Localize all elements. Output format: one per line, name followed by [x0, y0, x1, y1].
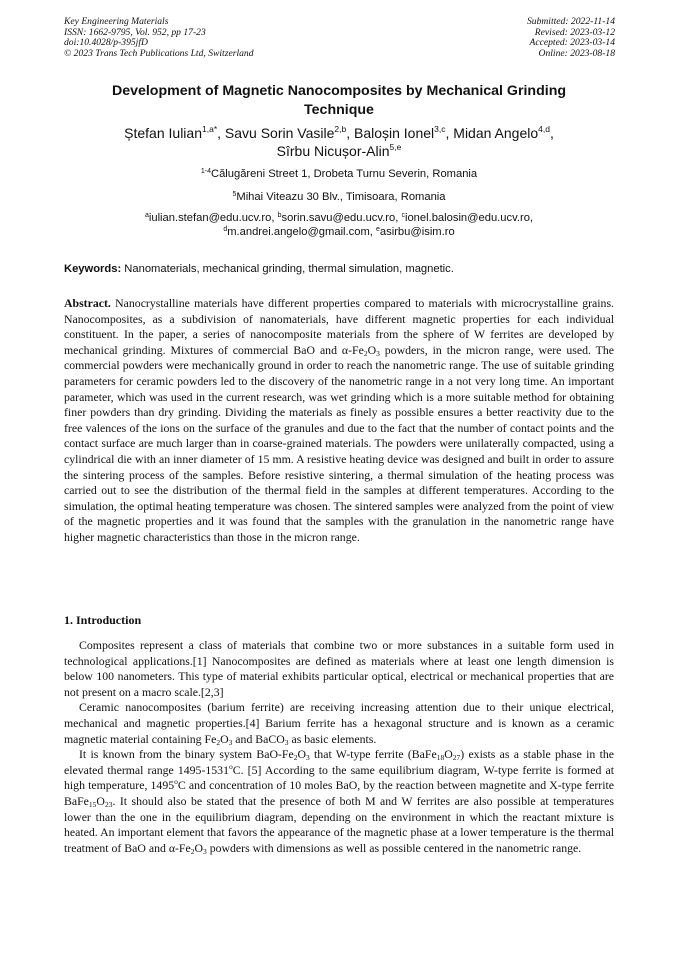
paragraph-text: and BaCO: [232, 731, 285, 746]
subscript: 15: [88, 799, 97, 809]
subscript: 3: [228, 737, 233, 747]
subscript: 3: [306, 753, 310, 763]
affiliation-2: [64, 190, 614, 204]
email-line-1: [64, 211, 614, 225]
author-line-2: [64, 142, 614, 160]
email-link[interactable]: m.andrei.angelo@gmail.com,: [227, 226, 376, 238]
title-line-2: Technique: [304, 101, 374, 118]
affiliation-text: Călugăreni Street 1, Drobeta Turnu Severin, Romania: [210, 168, 478, 180]
author-separator: ,: [346, 125, 354, 141]
abstract-text: powders, in the micron range, were used. The commercial powders were mechanically ground in order to reach the nanometric range. The use of suitable grinding parameters for ceramic powders led to the discovery of the nanometric range in a not very long time. An important parameter, which was used in the current research, was wet grinding which is a more suitable method for obtaining finer powders than dry grinding. Dividing the materials as finely as possible ensures a better reactivity due to the free valences of the ions on the surface of the granules and due to the fact that the number of contact points and the contact surface are much larger than in coarse-grained materials. The powders were unilaterally compacted, using a cylindrical die with an inner diameter of 15 mm. A resistive heating device was designed and built in order to assure the sintering process of the samples. Before resistive sintering, a thermal simulation of the heating process was carried out to see the distribution of the thermal field in the samples at different temperatures. According to the simulation, the optimal heating temperature was chosen. The sintered samples were analyzed from the point of view of the magnetic properties and it was found that the samples with the granulation in the nanometric range have higher magnetic characteristics than those in the micron range.: [64, 342, 614, 544]
email-sup: b: [277, 212, 282, 219]
journal-info: [64, 17, 254, 59]
paragraph-text: O: [96, 793, 105, 808]
paragraph-text: Ceramic nanocomposites (barium ferrite) are receiving increasing attention due to their unique electrical, mechanical and magnetic properties.[4] Barium ferrite has a hexagonal structure and is known as a ceramic magnetic material containing Fe: [64, 700, 614, 746]
email-line-2: [64, 225, 614, 239]
paragraph-text: O: [297, 747, 306, 762]
author-sup: 3,c: [434, 124, 446, 134]
date-submitted: Submitted: 2022-11-14: [526, 16, 615, 27]
intro-paragraph-1: [64, 638, 614, 700]
affiliation-1: [64, 167, 614, 181]
intro-paragraph-2: [64, 700, 614, 747]
author-sup: 1,a*: [202, 124, 218, 134]
paragraph-text: . It should also be stated that the presence of both M and W ferrites are also possible at temperatures lower than the one in the equilibrium diagram, depending on the environment in which the reactant mixture is heated. An important element that favors the appearance of the magnetic phase at a lower temperature is the thermal treatment of BaO and α-Fe: [64, 793, 614, 855]
abstract-text: O: [367, 342, 377, 357]
paragraph-text: that W-type ferrite (BaFe: [309, 747, 437, 762]
superscript: o: [228, 761, 233, 771]
paragraph-text: O: [444, 747, 453, 762]
keywords: [64, 262, 614, 276]
date-accepted: Accepted: 2023-03-14: [529, 37, 615, 49]
subscript: 3: [203, 846, 207, 856]
author-name: Midan Angelo: [453, 125, 539, 141]
subscript: 2: [363, 348, 368, 358]
keywords-label: Keywords:: [64, 263, 122, 275]
email-list: [64, 211, 614, 239]
title-line-1: Development of Magnetic Nanocomposites by Mechanical Grinding: [111, 83, 567, 99]
paragraph-text: C. [5] According to the same equilibrium diagram, W-type ferrite is formed at high temperature, 1495: [64, 762, 614, 793]
abstract-label: Abstract.: [64, 296, 111, 310]
paragraph-text: ) exists as a stable phase in the elevated thermal range 1495-1531: [64, 747, 614, 777]
paragraph-text: powders with dimensions as well as possible centered in the nanometric range.: [206, 840, 582, 855]
email-link[interactable]: asirbu@isim.ro: [379, 226, 455, 238]
subscript: 2: [190, 846, 195, 856]
abstract: [64, 296, 614, 546]
affiliation-text: Mihai Viteazu 30 Blv., Timisoara, Romania: [236, 191, 446, 203]
paragraph-text: O: [194, 840, 204, 855]
paragraph-text: C and concentration of 10 moles BaO, by the reaction between magnetite and X-type ferrite BaFe: [64, 778, 614, 808]
abstract-text: Nanocrystalline materials have different properties compared to materials with microcrystalline grains. Nanocomposites, as a subdivision of nanomaterials, have different magnetic properties for each individual constituent. In the paper, a series of nanocomposite materials from the sphere of W ferrites are developed by mechanical grinding. Mixtures of commercial BaO and α-Fe: [64, 296, 614, 357]
email-link[interactable]: iulian.stefan@edu.ucv.ro,: [148, 212, 278, 224]
email-link[interactable]: ionel.balosin@edu.ucv.ro,: [404, 212, 534, 224]
section-heading: 1. Introduction: [64, 613, 142, 627]
author-name: Sîrbu Nicușor-Alin: [276, 143, 390, 159]
introduction-body: [64, 638, 614, 856]
date-revised: Revised: 2023-03-12: [534, 26, 615, 38]
email-sup: a: [144, 212, 149, 219]
paragraph-text: as basic elements.: [288, 731, 377, 746]
author-name: Savu Sorin Vasile: [224, 125, 335, 141]
paragraph-text: Composites represent a class of materials that combine two or more substances in a suitable form used in technological applications.[1] Nanocomposites are defined as materials where at least one length dimension is below 100 nanometers. This type of material exhibits particular optical, electrical or mechanical properties that are not present on a macro scale.[2,3]: [64, 638, 614, 699]
journal-issn: ISSN: 1662-9795, Vol. 952, pp 17-23: [64, 26, 206, 38]
publication-dates: [527, 17, 615, 59]
superscript: o: [174, 777, 178, 787]
paragraph-text: It is known from the binary system BaO-Fe: [79, 747, 294, 762]
email-link[interactable]: sorin.savu@edu.ucv.ro,: [281, 212, 402, 224]
author-separator: ,: [549, 125, 554, 141]
paragraph-text: O: [220, 731, 229, 746]
subscript: 18: [436, 753, 445, 763]
subscript: 3: [284, 737, 289, 747]
journal-name: Key Engineering Materials: [64, 16, 169, 27]
affiliation-sup: 1-4: [200, 168, 211, 175]
author-sup: 5,e: [389, 142, 402, 152]
email-sup: d: [223, 226, 228, 233]
subscript: 2: [216, 737, 221, 747]
email-sup: e: [376, 226, 380, 233]
author-list: [64, 124, 614, 160]
author-name: Baloșin Ionel: [353, 125, 435, 141]
keywords-text: Nanomaterials, mechanical grinding, thermal simulation, magnetic.: [121, 263, 454, 275]
affiliation-sup: 5: [232, 191, 237, 198]
author-name: Ștefan Iulian: [124, 125, 202, 141]
journal-doi[interactable]: doi:10.4028/p-395jfD: [64, 37, 148, 49]
journal-copyright: © 2023 Trans Tech Publications Ltd, Switzerland: [64, 47, 254, 59]
author-line-1: [64, 124, 614, 142]
subscript: 23: [104, 799, 113, 809]
email-sup: c: [401, 212, 405, 219]
author-sup: 2,b: [334, 124, 347, 134]
date-online: Online: 2023-08-18: [538, 47, 615, 59]
paper-title: [64, 82, 614, 119]
intro-paragraph-3: [64, 747, 614, 856]
author-separator: ,: [217, 125, 225, 141]
subscript: 2: [293, 753, 298, 763]
subscript: 3: [376, 348, 380, 358]
author-sup: 4,d: [538, 124, 550, 134]
subscript: 27: [452, 753, 461, 763]
author-separator: ,: [445, 125, 454, 141]
